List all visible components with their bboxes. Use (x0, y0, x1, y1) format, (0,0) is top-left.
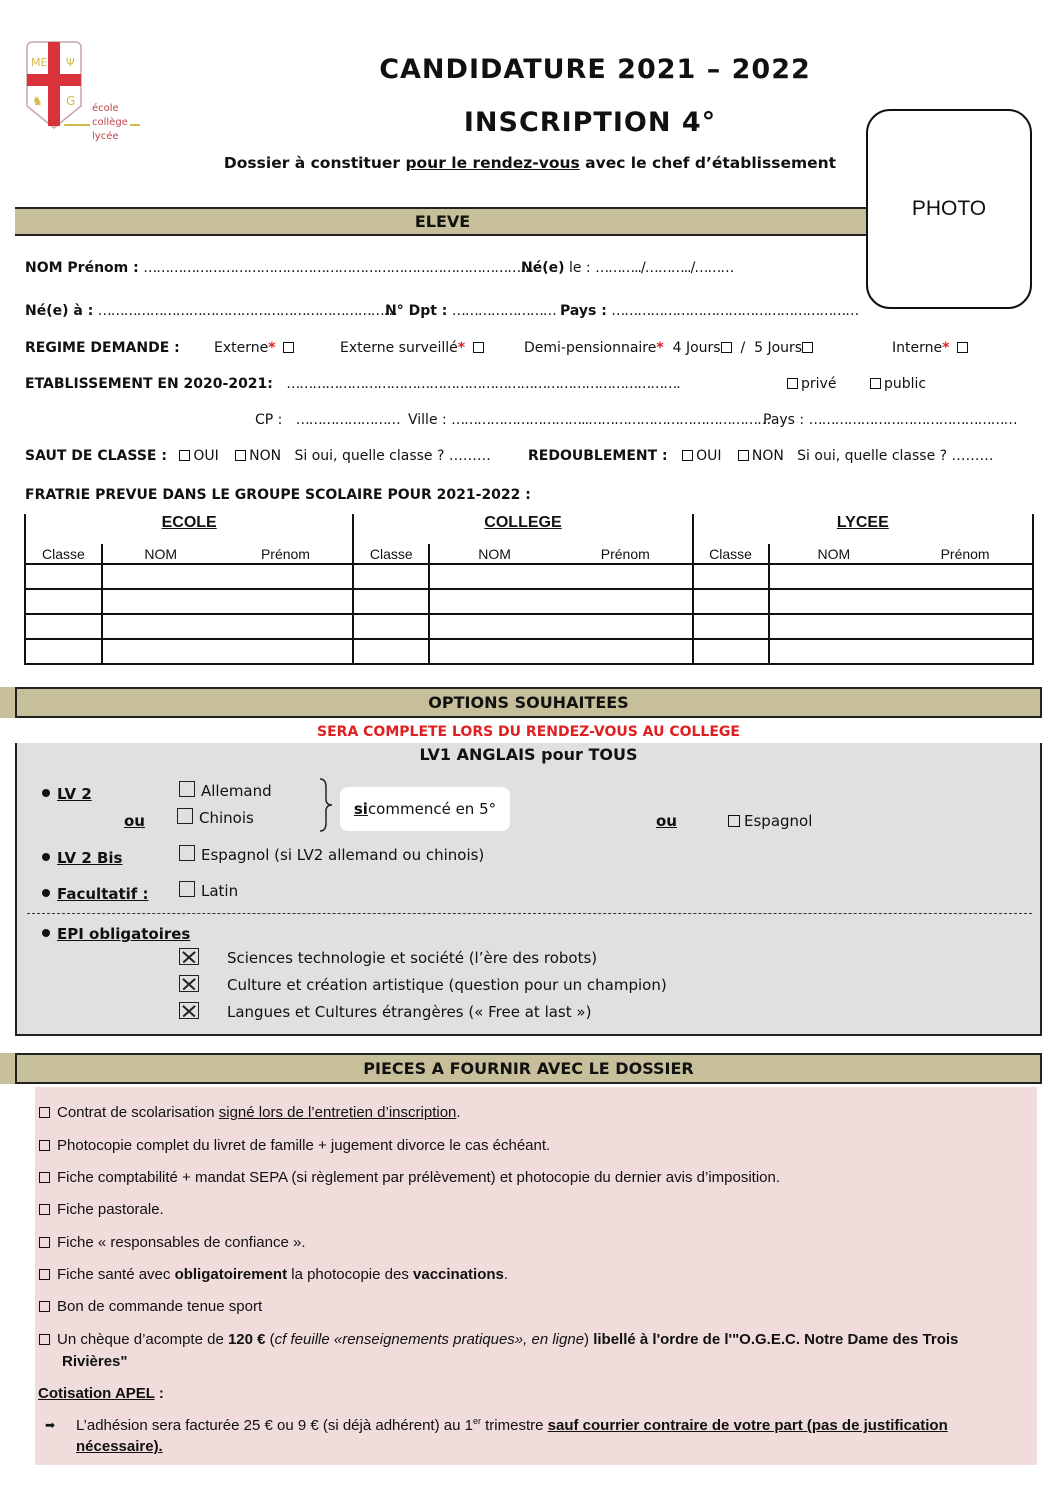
apel-colon: : (154, 1385, 164, 1402)
svg-text:♞: ♞ (32, 94, 43, 108)
fratrie-row (25, 589, 1033, 614)
section-pieces-header (15, 1053, 1042, 1084)
redoublement-non-label: NON (751, 448, 784, 464)
regime-interne[interactable] (892, 340, 971, 356)
ne-le-label: le : (564, 260, 591, 276)
espagnol-checkbox[interactable] (728, 815, 740, 827)
fratrie-cell[interactable] (429, 614, 559, 639)
si-text: si (353, 800, 368, 818)
fratrie-cell[interactable] (353, 564, 429, 589)
fratrie-cell[interactable] (693, 564, 769, 589)
section-eleve-header (15, 207, 870, 236)
options-panel (15, 743, 1042, 1036)
dashed-divider (27, 913, 1032, 914)
option-lv2bis-espagnol[interactable] (179, 845, 484, 864)
si-rest-text: commencé en 5° (367, 800, 497, 818)
dpt-dots: …………………… (451, 303, 556, 319)
page-subtitle (200, 154, 860, 172)
col-classe: Classe (693, 544, 769, 564)
fratrie-cell[interactable] (559, 614, 693, 639)
piece-text: ( (265, 1331, 275, 1348)
option-latin[interactable] (179, 881, 238, 900)
group-ecole: ECOLE (25, 514, 353, 544)
apel-heading (38, 1385, 164, 1402)
apel-label: Cotisation APEL (38, 1385, 155, 1402)
field-cp[interactable] (255, 412, 400, 428)
etab-label: ETABLISSEMENT EN 2020-2021: (25, 376, 273, 392)
arrow-bullet-icon: ➡ (45, 1418, 56, 1432)
piece-cheque[interactable] (39, 1331, 958, 1348)
school-logo (24, 40, 149, 145)
cinq-jours-checkbox[interactable] (802, 342, 813, 353)
apel-underlined: nécessaire). (76, 1438, 163, 1455)
cp-dots: …………………… (295, 412, 400, 428)
fratrie-cell[interactable] (898, 614, 1033, 639)
bar-stub (0, 1053, 15, 1084)
chinois-label: Chinois (199, 809, 254, 827)
redoublement-oui-checkbox[interactable] (682, 450, 693, 461)
etab-public[interactable] (867, 376, 926, 392)
lv2-label (42, 785, 92, 803)
saut-oui-checkbox[interactable] (179, 450, 190, 461)
prive-label: privé (801, 376, 837, 392)
epi-label (42, 925, 190, 943)
fratrie-cell[interactable] (25, 639, 102, 664)
quatre-jours-label: 4 Jours (672, 340, 721, 356)
col-nom: NOM (769, 544, 899, 564)
required-star: * (457, 340, 466, 356)
col-prenom: Prénom (260, 546, 310, 562)
saut-oui-label: OUI (193, 448, 219, 464)
espagnol-label: Espagnol (744, 812, 813, 830)
piece-checkbox[interactable] (39, 1172, 50, 1183)
lv1-label: LV1 ANGLAIS pour TOUS (419, 745, 638, 764)
etab-prive[interactable] (784, 376, 836, 392)
ne-le-dots: ………../………../……… (595, 260, 734, 276)
group-lycee: LYCEE (693, 514, 1033, 544)
fratrie-cell[interactable] (898, 589, 1033, 614)
piece-text: Fiche santé avec (57, 1266, 175, 1283)
piece-text-bold: obligatoirement (174, 1266, 288, 1283)
public-label: public (884, 376, 927, 392)
page-subtitle-title: INSCRIPTION 4° (463, 107, 717, 138)
options-note: SERA COMPLETE LORS DU RENDEZ-VOUS AU COLLEGE (317, 724, 740, 740)
bullet-icon (42, 889, 50, 897)
piece-text: Fiche comptabilité + mandat SEPA (si règlement par prélèvement) et photocopie du dernier avis d’imposition. (57, 1169, 781, 1186)
externe-surveille-label: Externe surveillé (340, 340, 458, 356)
piece-text: Contrat de scolarisation (57, 1104, 219, 1121)
subtitle-suffix: avec le chef d’établissement (579, 154, 837, 172)
lv2bis-label-text: LV 2 Bis (57, 849, 123, 867)
ou-label-2 (656, 812, 677, 830)
epi-item-label: Langues et Cultures étrangères (« Free at last ») (227, 1003, 592, 1021)
regime-label-text: REGIME DEMANDE : (25, 340, 180, 356)
fratrie-cell[interactable] (693, 614, 769, 639)
piece-checkbox[interactable] (39, 1269, 50, 1280)
piece-text: Photocopie complet du livret de famille + jugement divorce le cas échéant. (57, 1137, 551, 1154)
brace-icon (317, 777, 335, 833)
prive-checkbox[interactable] (787, 378, 798, 389)
piece-checkbox[interactable] (39, 1237, 50, 1248)
required-star: * (942, 340, 950, 356)
allemand-checkbox[interactable] (179, 781, 195, 797)
logo-text-college: collège (92, 117, 128, 128)
svg-text:ME: ME (31, 56, 48, 69)
piece-tenue-sport[interactable] (39, 1298, 262, 1315)
fratrie-label (25, 487, 531, 503)
photo-label: PHOTO (911, 197, 987, 220)
redoublement-si-oui[interactable]: Si oui, quelle classe ? ……… (797, 448, 994, 464)
saut-label: SAUT DE CLASSE : (25, 448, 167, 464)
ville-dots: …………………………..…………………………………… (451, 412, 771, 428)
redoublement (528, 448, 994, 464)
fratrie-row (25, 614, 1033, 639)
fratrie-cell[interactable] (353, 614, 429, 639)
saut-non-label: NON (249, 448, 282, 464)
fratrie-row (25, 639, 1033, 664)
field-dpt[interactable] (385, 303, 556, 319)
redoublement-oui-label: OUI (696, 448, 722, 464)
nom-dots: ……………………………………………………………………………… (143, 260, 534, 276)
fratrie-cell[interactable] (353, 589, 429, 614)
fratrie-cell[interactable] (25, 589, 102, 614)
ville-label: Ville : (408, 412, 447, 428)
epi-item[interactable] (179, 1002, 591, 1021)
ou-text: ou (124, 812, 145, 830)
regime-demi-pensionnaire (524, 340, 813, 356)
quatre-jours-checkbox[interactable] (721, 342, 732, 353)
epi-item-label: Culture et création artistique (question pour un champion) (227, 976, 667, 994)
piece-text: . (503, 1266, 509, 1283)
piece-responsables[interactable] (39, 1234, 306, 1251)
fratrie-table (24, 514, 1034, 666)
section-pieces-title: PIECES A FOURNIR AVEC LE DOSSIER (363, 1059, 694, 1078)
field-pays-etab[interactable] (763, 412, 1017, 428)
field-nom-prenom[interactable] (25, 260, 533, 276)
section-options-title: OPTIONS SOUHAITEES (428, 693, 629, 712)
section-eleve-title: ELEVE (414, 212, 471, 231)
saut-si-oui[interactable]: Si oui, quelle classe ? ……… (294, 448, 491, 464)
si-commence-note (340, 787, 510, 831)
piece-text: Bon de commande tenue sport (57, 1298, 263, 1315)
latin-checkbox[interactable] (179, 881, 195, 897)
lv2bis-label (42, 849, 123, 867)
apel-sup: er (472, 1416, 481, 1426)
latin-label: Latin (201, 882, 239, 900)
fratrie-cell[interactable] (769, 589, 899, 614)
piece-text-bold: libellé à l'ordre de l'"O.G.E.C. Notre Dame des Trois (593, 1331, 959, 1348)
epi-label-text: EPI obligatoires (57, 925, 191, 943)
redoublement-non-checkbox[interactable] (738, 450, 749, 461)
public-checkbox[interactable] (870, 378, 881, 389)
checked-box-icon[interactable] (179, 1002, 199, 1019)
facultatif-label (42, 885, 149, 903)
fratrie-cell[interactable] (102, 639, 219, 664)
option-allemand[interactable] (179, 781, 272, 800)
fratrie-cell[interactable] (102, 614, 219, 639)
piece-contrat[interactable] (39, 1104, 461, 1121)
piece-checkbox[interactable] (39, 1334, 50, 1345)
field-lieu-naissance[interactable] (25, 303, 397, 319)
epi-item-label: Sciences technologie et société (l’ère des robots) (227, 949, 598, 967)
fratrie-row (25, 564, 1033, 589)
col-nom: NOM (102, 544, 219, 564)
piece-text: Fiche pastorale. (57, 1201, 164, 1218)
fratrie-cell[interactable] (25, 614, 102, 639)
subtitle-prefix: Dossier à constituer (223, 154, 406, 172)
regime-externe[interactable] (214, 340, 297, 356)
fratrie-cell[interactable] (429, 589, 559, 614)
fratrie-cell[interactable] (769, 564, 899, 589)
piece-checkbox[interactable] (39, 1107, 50, 1118)
checked-box-icon[interactable] (179, 948, 199, 965)
piece-text: la photocopie des (287, 1266, 414, 1283)
bar-stub (0, 687, 15, 718)
slash: / (740, 340, 746, 356)
saut-non-checkbox[interactable] (235, 450, 246, 461)
lv2bis-value: Espagnol (si LV2 allemand ou chinois) (201, 846, 485, 864)
piece-text-italic: cf feuille «renseignements pratiques», en ligne (274, 1331, 585, 1348)
logo-text-lycee: lycée (92, 131, 119, 142)
piece-cheque-cont (62, 1353, 128, 1370)
field-ville[interactable] (408, 412, 770, 428)
fratrie-cell[interactable] (102, 564, 219, 589)
piece-text: . (456, 1104, 461, 1121)
fratrie-cell[interactable] (429, 639, 559, 664)
interne-checkbox[interactable] (957, 342, 968, 353)
cinq-jours-label: 5 Jours (754, 340, 803, 356)
saut-de-classe (25, 448, 491, 464)
fratrie-cell[interactable] (219, 614, 354, 639)
chinois-checkbox[interactable] (177, 808, 193, 824)
externe-surveille-checkbox[interactable] (473, 342, 484, 353)
col-nom: NOM (429, 544, 559, 564)
fratrie-cell[interactable] (898, 639, 1033, 664)
pays-dots: ………………………………………………… (611, 303, 859, 319)
fratrie-cell[interactable] (898, 564, 1033, 589)
apel-underlined: sauf courrier contraire de votre part (pas de justification (547, 1417, 948, 1434)
piece-text: Un chèque d’acompte de (57, 1331, 228, 1348)
fratrie-cell[interactable] (219, 589, 354, 614)
redoublement-label: REDOUBLEMENT : (528, 448, 668, 464)
pays2-dots: ………………………………………… (808, 412, 1017, 428)
piece-comptabilite[interactable] (39, 1169, 780, 1186)
piece-text: ) (584, 1331, 594, 1348)
interne-label: Interne (892, 340, 943, 356)
nom-label: NOM Prénom : (25, 260, 139, 276)
subtitle-underlined: pour le rendez-vous (405, 154, 580, 172)
fratrie-cell[interactable] (219, 639, 354, 664)
piece-sante[interactable] (39, 1266, 508, 1283)
field-etablissement[interactable] (25, 376, 680, 392)
fratrie-label-text: FRATRIE PREVUE DANS LE GROUPE SCOLAIRE POUR 2021-2022 : (25, 487, 531, 503)
pays-label: Pays : (560, 303, 607, 319)
svg-text:Ψ: Ψ (66, 56, 75, 69)
epi-item[interactable] (179, 975, 667, 994)
epi-item[interactable] (179, 948, 597, 967)
fratrie-cell[interactable] (769, 614, 899, 639)
demi-label: Demi-pensionnaire (524, 340, 657, 356)
fratrie-cell[interactable] (769, 639, 899, 664)
fratrie-cell[interactable] (559, 564, 693, 589)
bullet-icon (42, 789, 50, 797)
col-classe: Classe (25, 544, 102, 564)
lv2bis-checkbox[interactable] (179, 845, 195, 861)
photo-box[interactable] (866, 109, 1032, 309)
cp-label: CP : (255, 412, 283, 428)
piece-checkbox[interactable] (39, 1140, 50, 1151)
externe-checkbox[interactable] (283, 342, 294, 353)
section-options-header (15, 687, 1042, 718)
apel-text-part: trimestre (480, 1417, 548, 1434)
piece-text: Fiche « responsables de confiance ». (57, 1234, 306, 1251)
apel-text-cont (76, 1438, 163, 1455)
fratrie-cell[interactable] (559, 589, 693, 614)
required-star: * (656, 340, 664, 356)
fratrie-cell[interactable] (693, 639, 769, 664)
apel-text (76, 1416, 948, 1434)
ne-le-bold: Né(e) (521, 260, 565, 276)
piece-pastorale[interactable] (39, 1201, 164, 1218)
field-date-naissance[interactable] (521, 260, 733, 276)
checked-box-icon[interactable] (179, 975, 199, 992)
ne-a-dots: …………………………………………………………… (97, 303, 397, 319)
etab-dots: ………………………………………………………………………………. (286, 376, 680, 392)
fratrie-cell[interactable] (693, 589, 769, 614)
pays2-label: Pays : (763, 412, 805, 428)
ou-label (124, 812, 145, 830)
piece-checkbox[interactable] (39, 1301, 50, 1312)
bullet-icon (42, 929, 50, 937)
svg-text:G: G (66, 94, 76, 108)
fratrie-cell[interactable] (219, 564, 354, 589)
required-star: * (268, 340, 276, 356)
fratrie-cell[interactable] (25, 564, 102, 589)
piece-livret[interactable] (39, 1137, 550, 1154)
lv2-label-text: LV 2 (57, 785, 92, 803)
dpt-label: N° Dpt : (385, 303, 448, 319)
apel-bullet (45, 1416, 55, 1433)
option-chinois[interactable] (177, 808, 254, 827)
pieces-panel (35, 1087, 1037, 1465)
piece-text-underlined: signé lors de l’entretien d’inscription (218, 1104, 457, 1121)
facultatif-label-text: Facultatif : (57, 885, 149, 903)
piece-text-bold: Rivières" (62, 1353, 128, 1370)
piece-checkbox[interactable] (39, 1204, 50, 1215)
fratrie-cell[interactable] (353, 639, 429, 664)
piece-text-bold: vaccinations (413, 1266, 504, 1283)
bullet-icon (42, 853, 50, 861)
allemand-label: Allemand (201, 782, 272, 800)
group-college: COLLEGE (353, 514, 692, 544)
col-classe: Classe (353, 544, 429, 564)
col-prenom: Prénom (600, 546, 650, 562)
regime-label (25, 340, 180, 356)
col-prenom: Prénom (898, 544, 1033, 564)
fratrie-cell[interactable] (102, 589, 219, 614)
regime-externe-surveille[interactable] (340, 340, 487, 356)
fratrie-cell[interactable] (429, 564, 559, 589)
crest-icon (24, 40, 84, 130)
page-title: CANDIDATURE 2021 – 2022 (379, 54, 811, 85)
piece-text-bold: 120 € (227, 1331, 266, 1348)
fratrie-cell[interactable] (559, 639, 693, 664)
externe-label: Externe (214, 340, 269, 356)
field-pays[interactable] (560, 303, 858, 319)
logo-text-ecole: école (92, 103, 119, 114)
ne-a-label: Né(e) à : (25, 303, 94, 319)
ou-text: ou (656, 812, 677, 830)
option-espagnol[interactable] (728, 812, 812, 830)
apel-text-part: L’adhésion sera facturée 25 € ou 9 € (si déjà adhérent) au 1 (76, 1417, 473, 1434)
